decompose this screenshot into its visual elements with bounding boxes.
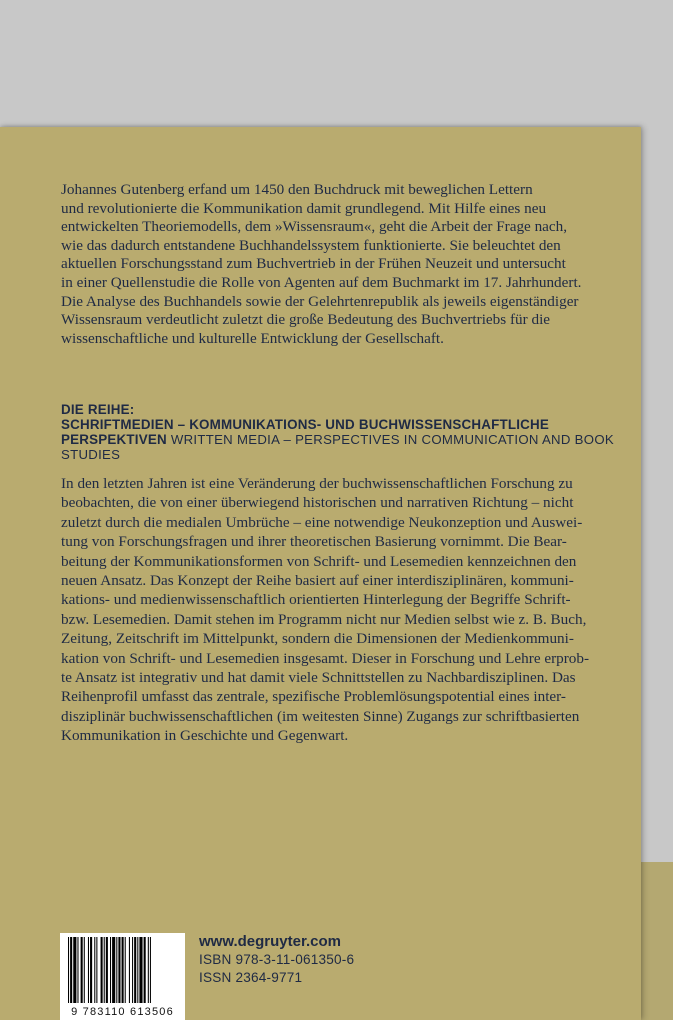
barcode-bar bbox=[122, 937, 124, 1003]
barcode-bar bbox=[73, 937, 76, 1003]
barcode-bar bbox=[125, 937, 126, 1003]
barcode-bar bbox=[129, 937, 130, 1003]
barcode-bar bbox=[148, 937, 149, 1003]
barcode-bar bbox=[150, 937, 151, 1003]
barcode-bar bbox=[116, 937, 117, 1003]
book-back-cover bbox=[0, 127, 641, 1020]
barcode-bar bbox=[112, 937, 115, 1003]
barcode-bar bbox=[94, 937, 95, 1003]
barcode-bar bbox=[77, 937, 78, 1003]
series-heading bbox=[61, 402, 621, 462]
isbn-line: ISBN 978-3-11-061350-6 bbox=[199, 952, 355, 967]
publisher-info bbox=[199, 932, 354, 987]
book-blurb: Johannes Gutenberg erfand um 1450 den Buchdruck mit beweglichen Lettern und revolutionierte die Kommunikation damit grundlegend. Mit Hilfe eines neu entwickelten Theoriemodells, dem »Wissensraum«, geht die Arbeit der Frage nach, wie das dadurch entstandene Buchhandelssystem funktionierte. Sie beleuchtet den aktuellen Forschungsstand zum Buchvertrieb in der Frühen Neuzeit und untersucht in einer Quellenstudie die Rolle von Agenten auf dem Buchmarkt im 17. Jahrhundert. Die Analyse des Buchhandels sowie der Gelehrtenrepublik als jeweils eigenständiger Wissensraum verdeutlicht zuletzt die große Bedeutung des Buchvertriebs für die wissenschaftliche und kulturelle Entwicklung der Gesellschaft. bbox=[61, 181, 582, 347]
barcode-bar bbox=[101, 937, 103, 1003]
barcode-bar bbox=[88, 937, 89, 1003]
barcode-bar bbox=[132, 937, 133, 1003]
barcode-bar bbox=[70, 937, 72, 1003]
barcode-bar bbox=[81, 937, 83, 1003]
barcode-bar bbox=[106, 937, 108, 1003]
barcode-number: 9 783110 613506 bbox=[71, 1006, 174, 1018]
barcode-bar bbox=[110, 937, 111, 1003]
isbn-barcode bbox=[60, 933, 185, 1020]
barcode-bar bbox=[84, 937, 85, 1003]
series-description: In den letzten Jahren ist eine Veränderung der buchwissenschaftlichen Forschung zu beobachten, die von einer überwiegend historischen und narrativen Richtung – nicht zuletzt durch die medialen Umbrüche – eine notwendige Neukonzeption und Auswei- tung von Forschungsfragen und ihrer theoretischen Basierung vornimmt. Die Bear- beitung der Kommunikationsformen von Schrift- und Lesemedien kennzeichnen den neuen Ansatz. Das Konzept der Reihe basiert auf einer interdisziplinären, kommuni- kations- und medienwissenschaftlich orientierten Hinterlegung der Begriffe Schrift- bzw. Lesemedien. Damit stehen im Programm nicht nur Medien selbst wie z. B. Buch, Zeitung, Zeitschrift im Mittelpunkt, sondern die Dimensionen der Medienkommuni- kation von Schrift- und Lesemedien insgesamt. Dieser in Forschung und Lehre erprob- te Ansatz ist integrativ und hat damit viele Schnittstellen zu Nachbardisziplinen. Das Reihenprofil umfasst das zentrale, spezifische Problemlösungspotential eines inter- disziplinär buchwissenschaftlichen (im weitesten Sinne) Zugangs zur schriftbasierten Kommunikation in Geschichte und Gegenwart. bbox=[61, 475, 590, 745]
barcode-bar bbox=[90, 937, 92, 1003]
barcode-bar bbox=[139, 937, 142, 1003]
barcode-bar bbox=[118, 937, 120, 1003]
series-subtitle: WRITTEN MEDIA – PERSPECTIVES IN COMMUNICATION AND BOOK STUDIES bbox=[61, 432, 614, 462]
barcode-bar bbox=[134, 937, 136, 1003]
issn-line: ISSN 2364-9771 bbox=[199, 970, 303, 985]
barcode-bar bbox=[104, 937, 105, 1003]
barcode-bar bbox=[144, 937, 146, 1003]
background-strip bbox=[641, 862, 673, 1020]
barcode-bar bbox=[96, 937, 97, 1003]
barcode-bars bbox=[60, 933, 185, 1005]
series-kicker: DIE REIHE: bbox=[61, 402, 135, 417]
series-title: SCHRIFTMEDIEN – KOMMUNIKATIONS- UND BUCHWISSENSCHAFTLICHE PERSPEKTIVEN bbox=[61, 417, 549, 447]
barcode-bar bbox=[137, 937, 138, 1003]
publisher-url[interactable]: www.degruyter.com bbox=[199, 933, 341, 950]
barcode-bar bbox=[68, 937, 69, 1003]
